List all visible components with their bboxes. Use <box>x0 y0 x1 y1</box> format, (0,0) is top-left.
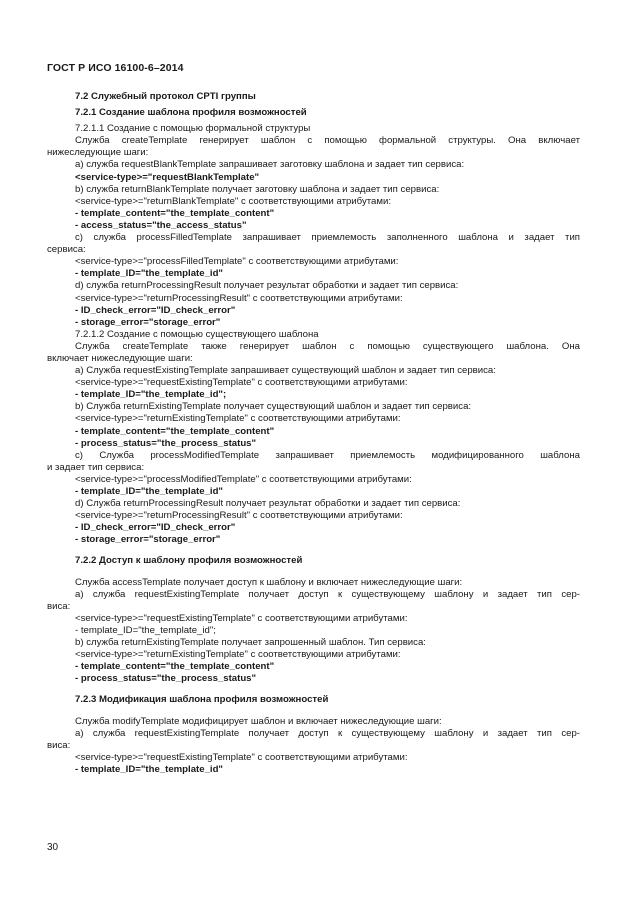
section-heading: 7.2 Служебный протокол CPTI группы <box>75 91 256 102</box>
subsection-heading: 7.2.1 Создание шаблона профиля возможностей <box>75 107 307 119</box>
code-line: <service-type>="returnExistingTemplate" с соответствующими атрибутами: <box>75 649 401 661</box>
list-item: d) Служба returnProcessingResult получает результат обработки и задает тип сервиса: <box>75 498 461 510</box>
paragraph-line: и задает тип сервиса: <box>47 461 145 473</box>
paragraph-line: включает нижеследующие шаги: <box>47 352 193 364</box>
paragraph-line: Служба createTemplate также генерирует шаблон с помощью существующего шаблона. Она <box>75 340 580 352</box>
list-item: c) служба processFilledTemplate запрашивает приемлемость заполненного шаблона и задает тип <box>75 232 580 244</box>
attribute-line: - template_ID="the_template_id"; <box>75 624 216 636</box>
attribute-line: - template_content="the_template_content" <box>75 661 275 673</box>
list-item: a) служба requestExistingTemplate получает доступ к существующему шаблону и задает тип сер- <box>75 727 580 739</box>
attribute-line: - template_ID="the_template_id" <box>75 763 223 775</box>
document-body <box>47 91 580 776</box>
attribute-line: - access_status="the_access_status" <box>75 219 247 231</box>
attribute-line: - template_ID="the_template_id" <box>75 268 223 280</box>
list-item: b) Служба returnExistingTemplate получает существующий шаблон и задает тип сервиса: <box>75 401 472 413</box>
attribute-line: - process_status="the_process_status" <box>75 437 257 449</box>
paragraph-line: сервиса: <box>47 244 86 256</box>
code-line: <service-type>="processFilledTemplate" с соответствующими атрибутами: <box>75 256 399 268</box>
list-item: c) Служба processModifiedTemplate запрашивает приемлемость модифицированного шаблона <box>75 449 580 461</box>
code-line: <service-type>="processModifiedTemplate" с соответствующими атрибутами: <box>75 473 412 485</box>
attribute-line: - template_ID="the_template_id" <box>75 486 223 497</box>
attribute-line: - template_content="the_template_content" <box>75 207 275 219</box>
clause-heading: 7.2.1.1 Создание с помощью формальной структуры <box>75 123 311 135</box>
code-line: <service-type>="returnBlankTemplate" с соответствующими атрибутами: <box>75 195 391 207</box>
subsection-heading: 7.2.3 Модификация шаблона профиля возможностей <box>75 694 329 706</box>
list-item: a) служба requestExistingTemplate получает доступ к существующему шаблону и задает тип сер- <box>75 588 580 600</box>
code-line: <service-type>="requestExistingTemplate" с соответствующими атрибутами: <box>75 612 408 624</box>
attribute-line: - storage_error="storage_error" <box>75 316 221 328</box>
code-line: <service-type>="returnExistingTemplate" с соответствующими атрибутами: <box>75 413 401 425</box>
code-line: <service-type>="returnProcessingResult" с соответствующими атрибутами: <box>75 510 403 522</box>
paragraph-line: нижеследующие шаги: <box>47 147 149 159</box>
paragraph-line: Служба modifyTemplate модифицирует шаблон и включает нижеследующие шаги: <box>75 715 442 727</box>
paragraph-line: Служба createTemplate генерирует шаблон с помощью формальной структуры. Она включает <box>75 135 580 147</box>
paragraph-line: виса: <box>47 600 71 612</box>
code-line: <service-type>="returnProcessingResult" с соответствующими атрибутами: <box>75 292 403 304</box>
list-item: d) служба returnProcessingResult получает результат обработки и задает тип сервиса: <box>75 280 459 292</box>
attribute-line: - process_status="the_process_status" <box>75 673 257 685</box>
list-item: a) Служба requestExistingTemplate запрашивает существующий шаблон и задает тип сервиса: <box>75 365 496 377</box>
attribute-line: - storage_error="storage_error" <box>75 534 221 546</box>
paragraph-line: виса: <box>47 739 71 751</box>
document-header: ГОСТ Р ИСО 16100-6–2014 <box>47 62 184 74</box>
list-item: b) служба returnExistingTemplate получает запрошенный шаблон. Тип сервиса: <box>75 637 426 649</box>
code-line: <service-type>="requestExistingTemplate" с соответствующими атрибутами: <box>75 377 408 389</box>
code-line: <service-type>="requestBlankTemplate" <box>75 171 260 183</box>
list-item: b) служба returnBlankTemplate получает заготовку шаблона и задает тип сервиса: <box>75 183 440 195</box>
subsection-heading: 7.2.2 Доступ к шаблону профиля возможностей <box>75 555 303 567</box>
clause-heading: 7.2.1.2 Создание с помощью существующего шаблона <box>75 328 319 340</box>
attribute-line: - ID_check_error="ID_check_error" <box>75 522 236 534</box>
attribute-line: - template_content="the_template_content" <box>75 425 275 437</box>
code-line: <service-type>="requestExistingTemplate" с соответствующими атрибутами: <box>75 751 408 763</box>
attribute-line: - ID_check_error="ID_check_error" <box>75 304 236 316</box>
page-number: 30 <box>47 842 59 853</box>
paragraph-line: Служба accessTemplate получает доступ к шаблону и включает нижеследующие шаги: <box>75 576 463 588</box>
attribute-line: - template_ID="the_template_id"; <box>75 389 227 401</box>
list-item: a) служба requestBlankTemplate запрашивает заготовку шаблона и задает тип сервиса: <box>75 159 465 171</box>
